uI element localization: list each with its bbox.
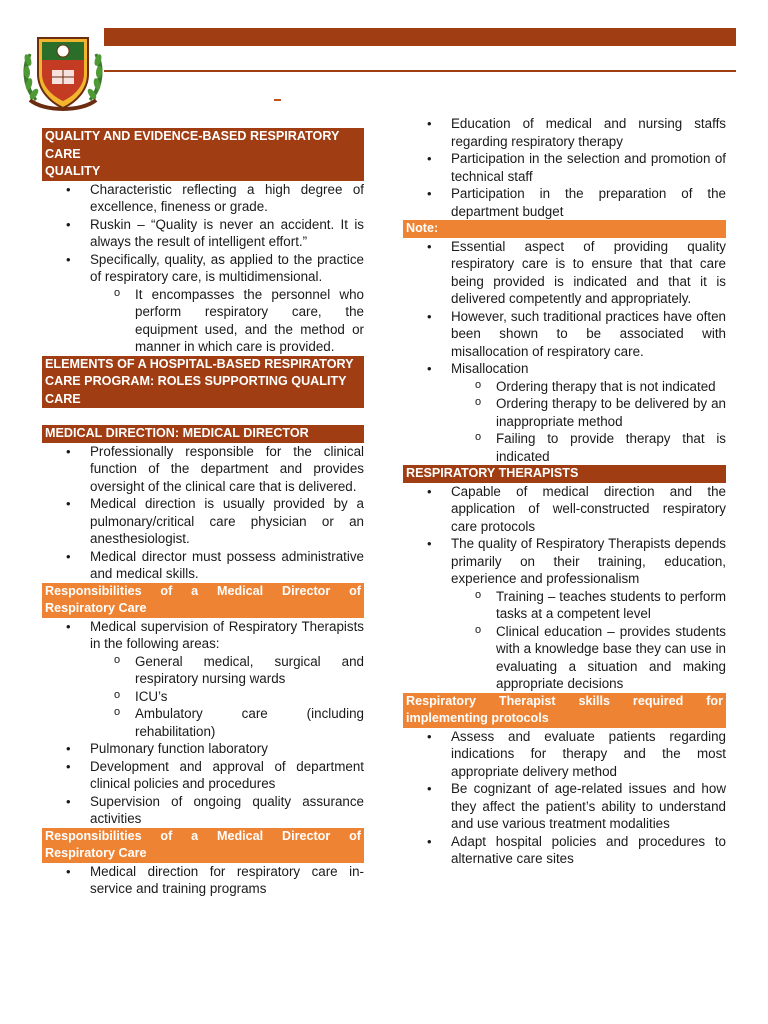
list-item: • Participation in the selection and promotion of technical staff [403,150,726,185]
section-heading: QUALITY AND EVIDENCE-BASED RESPIRATORY CARE [42,128,364,163]
list-item: • Assess and evaluate patients regarding indications for therapy and the most appropriate delivery method [403,728,726,781]
subsection-heading [42,828,364,863]
sub-list-item: o It encompasses the personnel who perform respiratory care, the equipment used, and the method or manner in which care is provided. [42,286,364,356]
heading-line: Responsibilities of a Medical Director of [45,583,361,598]
list-item: • Be cognizant of age-related issues and how they affect the patient’s ability to understand and use various treatment modalities [403,780,726,833]
bullet-list [42,181,364,356]
bullet-list [403,238,726,466]
list-item: • Capable of medical direction and the application of well-constructed respiratory care protocols [403,483,726,536]
section-heading: RESPIRATORY THERAPISTS [403,465,726,483]
sub-list-item: o General medical, surgical and respiratory nursing wards [42,653,364,688]
heading-line: Respiratory Therapist skills required for [406,693,723,708]
sub-list-item: o Failing to provide therapy that is indicated [403,430,726,465]
list-item: • Medical supervision of Respiratory Therapists in the following areas: [42,618,364,653]
bullet-list [403,728,726,868]
list-item: • Pulmonary function laboratory [42,740,364,758]
section-heading: MEDICAL DIRECTION: MEDICAL DIRECTOR [42,425,364,443]
list-item: • Medical direction is usually provided by a pulmonary/critical care physician or an anesthesiologist. [42,495,364,548]
section-heading: QUALITY [42,163,364,181]
bullet-list [42,863,364,898]
bullet-list [42,618,364,828]
bullet-list [403,115,726,220]
list-item: • The quality of Respiratory Therapists depends primarily on their training, education, experience and professionalism [403,535,726,588]
header-dash [274,99,281,101]
sub-list-item: o ICU’s [42,688,364,706]
heading-line: Responsibilities of a Medical Director of [45,828,361,843]
list-item: • Professionally responsible for the clinical function of the department and provides oversight of the clinical care that is delivered. [42,443,364,496]
list-item: • Ruskin – “Quality is never an accident. It is always the result of intelligent effort.” [42,216,364,251]
sub-list-item: o Clinical education – provides students with a knowledge base they can use in evaluating a situation and making appropriate decisions [403,623,726,693]
spacer [42,408,364,425]
right-column [403,115,726,868]
list-item: • Essential aspect of providing quality respiratory care is to ensure that that care being provided is indicated and that it is delivered competently and appropriately. [403,238,726,308]
list-item: • Medical director must possess administrative and medical skills. [42,548,364,583]
university-seal-logo [22,30,104,112]
list-item: • However, such traditional practices have often been shown to be associated with misallocation of respiratory care. [403,308,726,361]
bullet-list [403,483,726,693]
sub-list-item: o Ordering therapy to be delivered by an inappropriate method [403,395,726,430]
subsection-heading [42,583,364,618]
heading-line: Respiratory Care [45,846,147,860]
left-column [42,128,364,898]
list-item: • Characteristic reflecting a high degree of excellence, fineness or grade. [42,181,364,216]
list-item: • Supervision of ongoing quality assurance activities [42,793,364,828]
heading-line: Respiratory Care [45,601,147,615]
header-rule [104,70,736,72]
list-item: • Education of medical and nursing staffs regarding respiratory therapy [403,115,726,150]
list-item: • Development and approval of department clinical policies and procedures [42,758,364,793]
list-item: • Specifically, quality, as applied to the practice of respiratory care, is multidimensional. [42,251,364,286]
sub-list-item: o Training – teaches students to perform tasks at a competent level [403,588,726,623]
bullet-list [42,443,364,583]
list-item: • Misallocation [403,360,726,378]
sub-list-item: o Ambulatory care (including rehabilitation) [42,705,364,740]
sub-list-item: o Ordering therapy that is not indicated [403,378,726,396]
subsection-heading [403,693,726,728]
subsection-heading: Note: [403,220,726,238]
list-item: • Medical direction for respiratory care in-service and training programs [42,863,364,898]
section-heading: ELEMENTS OF A HOSPITAL-BASED RESPIRATORY CARE PROGRAM: ROLES SUPPORTING QUALITY CARE [42,356,364,409]
list-item: • Adapt hospital policies and procedures to alternative care sites [403,833,726,868]
list-item: • Participation in the preparation of the department budget [403,185,726,220]
heading-line: implementing protocols [406,711,549,725]
header-bar [104,28,736,46]
